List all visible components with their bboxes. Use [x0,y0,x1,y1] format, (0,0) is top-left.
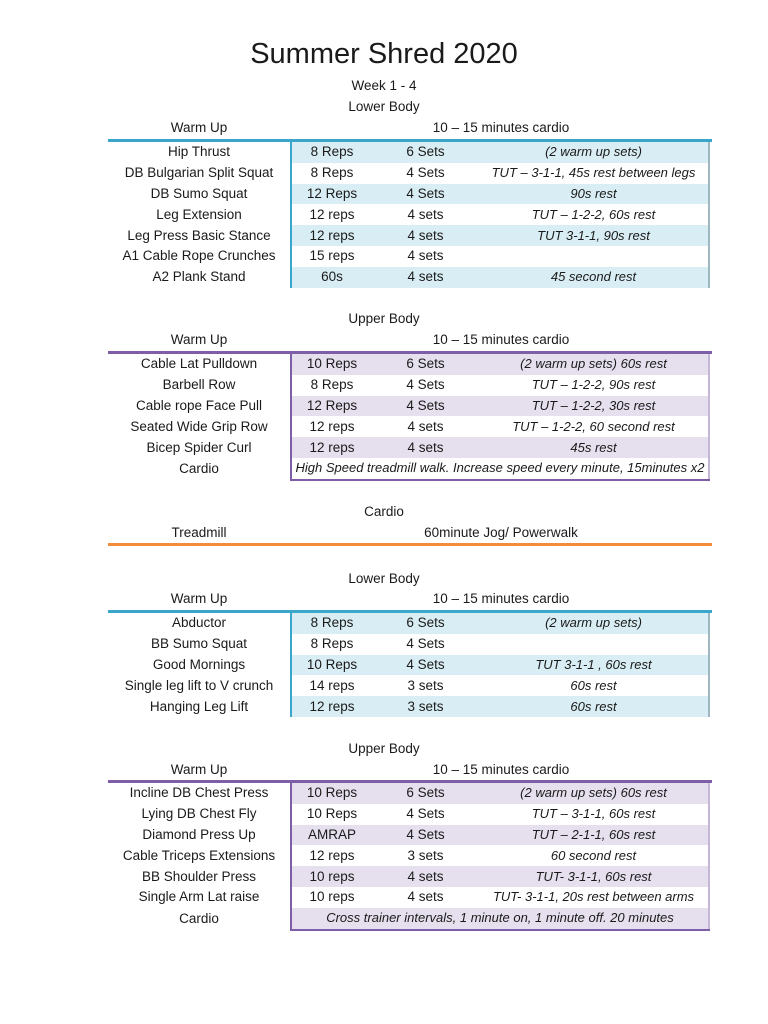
note-cell: (2 warm up sets) 60s rest [479,783,709,804]
reps-cell: 10 reps [291,866,372,887]
note-cell: (2 warm up sets) [479,613,709,634]
table-row [108,204,709,225]
warm-up-value: 10 – 15 minutes cardio [432,120,570,135]
reps-cell: 8 Reps [291,634,372,655]
exercise-name: Leg Press Basic Stance [108,225,291,246]
sets-cell: 4 sets [407,418,444,434]
section-divider-orange [108,543,712,546]
note-cell: (2 warm up sets) [479,142,709,163]
warm-up-label: Warm Up [170,762,228,777]
exercise-table-lower-body-2 [108,613,710,717]
table-row [108,783,709,804]
sets-cell: 4 Sets [406,806,445,822]
table-row [108,437,709,458]
cardio-label: Cardio [108,908,291,930]
note-cell [479,634,709,655]
section-heading-cardio: Cardio [364,504,404,519]
note-cell: TUT- 3-1-1, 60s rest [479,866,709,887]
reps-cell: 14 reps [291,675,372,696]
table-row [108,825,709,846]
treadmill-row [108,523,712,543]
table-row [108,655,709,676]
exercise-name: Abductor [108,613,291,634]
exercise-name: DB Bulgarian Split Squat [108,163,291,184]
table-row [108,458,709,480]
note-cell: 60 second rest [479,845,709,866]
warm-up-row [108,330,712,350]
reps-cell: 12 reps [291,696,372,717]
sets-cell: 4 sets [372,267,479,288]
sets-cell: 4 sets [372,437,479,458]
note-cell: 45s rest [479,437,709,458]
reps-cell: 8 Reps [291,613,372,634]
note-cell: TUT – 1-2-2, 90s rest [479,375,709,396]
warm-up-label: Warm Up [170,332,228,347]
sets-cell: 4 Sets [406,377,445,393]
exercise-name: A2 Plank Stand [108,267,291,288]
table-row [108,354,709,375]
reps-cell: 10 Reps [291,804,372,825]
exercise-table-upper-body-2 [108,783,710,931]
exercise-name: Incline DB Chest Press [108,783,291,804]
sets-cell: 3 sets [407,847,444,863]
note-cell: 60s rest [479,675,709,696]
note-cell: TUT 3-1-1, 90s rest [479,225,709,246]
sets-cell: 4 sets [372,866,479,887]
note-cell: 60s rest [479,696,709,717]
warm-up-value: 10 – 15 minutes cardio [432,332,570,347]
warm-up-value: 10 – 15 minutes cardio [432,591,570,606]
reps-cell: 15 reps [291,246,372,267]
table-row [108,866,709,887]
reps-cell: 8 Reps [291,163,372,184]
table-row [108,634,709,655]
reps-cell: 10 reps [291,887,372,908]
section-heading-lower-body-2: Lower Body [348,571,420,586]
cardio-label: Cardio [108,458,291,480]
sets-cell: 4 Sets [372,655,479,676]
exercise-name: Cable Triceps Extensions [108,845,291,866]
reps-cell: 10 Reps [291,783,372,804]
exercise-name: BB Shoulder Press [108,866,291,887]
sets-cell: 4 sets [407,248,444,264]
table-row [108,225,709,246]
reps-cell: 12 reps [291,225,372,246]
table-row [108,908,709,930]
table-row [108,845,709,866]
reps-cell: 8 Reps [291,142,372,163]
exercise-name: Leg Extension [108,204,291,225]
warm-up-row [108,589,712,609]
sets-cell: 6 Sets [372,142,479,163]
table-row [108,142,709,163]
exercise-name: Barbell Row [108,375,291,396]
note-cell: TUT – 3-1-1, 60s rest [479,804,709,825]
table-row [108,184,709,205]
sets-cell: 6 Sets [372,613,479,634]
table-row [108,267,709,288]
note-cell [479,246,709,267]
sets-cell: 4 Sets [372,396,479,417]
reps-cell: 12 Reps [291,396,372,417]
reps-cell: 8 Reps [291,375,372,396]
note-cell: TUT – 1-2-2, 60s rest [479,204,709,225]
warm-up-row [108,118,712,138]
reps-cell: 60s [291,267,372,288]
sets-cell: 4 Sets [406,165,445,181]
cardio-value: High Speed treadmill walk. Increase speed every minute, 15minutes x2 [291,458,709,480]
reps-cell: 10 Reps [291,655,372,676]
table-row [108,613,709,634]
exercise-table-lower-body-1 [108,142,710,288]
sets-cell: 4 sets [372,225,479,246]
exercise-name: Cable Lat Pulldown [108,354,291,375]
table-row [108,163,709,184]
section-heading-upper-body-1: Upper Body [348,311,420,326]
sets-cell: 3 sets [407,677,444,693]
sets-cell: 4 sets [407,889,444,905]
reps-cell: 12 reps [291,437,372,458]
table-row [108,246,709,267]
section-heading-lower-body-1: Lower Body [348,99,420,114]
treadmill-label: Treadmill [171,525,227,540]
table-row [108,696,709,717]
exercise-name: Diamond Press Up [108,825,291,846]
note-cell: 90s rest [479,184,709,205]
warm-up-row [108,760,712,780]
exercise-name: Single leg lift to V crunch [108,675,291,696]
warm-up-label: Warm Up [170,591,228,606]
note-cell: (2 warm up sets) 60s rest [479,354,709,375]
note-cell: TUT- 3-1-1, 20s rest between arms [479,887,709,908]
reps-cell: AMRAP [291,825,372,846]
sets-cell: 6 Sets [372,783,479,804]
table-row [108,416,709,437]
page-title: Summer Shred 2020 [250,38,518,70]
reps-cell: 10 Reps [291,354,372,375]
exercise-name: Lying DB Chest Fly [108,804,291,825]
sets-cell: 4 Sets [372,184,479,205]
cardio-value: Cross trainer intervals, 1 minute on, 1 minute off. 20 minutes [291,908,709,930]
table-row [108,375,709,396]
note-cell: TUT – 1-2-2, 30s rest [479,396,709,417]
exercise-name: Cable rope Face Pull [108,396,291,417]
table-row [108,887,709,908]
reps-cell: 12 Reps [291,184,372,205]
reps-cell: 12 reps [291,204,372,225]
exercise-name: Single Arm Lat raise [108,887,291,908]
note-cell: TUT – 1-2-2, 60 second rest [479,416,709,437]
sets-cell: 6 Sets [372,354,479,375]
exercise-name: Bicep Spider Curl [108,437,291,458]
exercise-name: A1 Cable Rope Crunches [108,246,291,267]
table-row [108,675,709,696]
exercise-name: BB Sumo Squat [108,634,291,655]
exercise-name: DB Sumo Squat [108,184,291,205]
reps-cell: 12 reps [291,845,372,866]
treadmill-value: 60minute Jog/ Powerwalk [424,525,578,540]
reps-cell: 12 reps [291,416,372,437]
note-cell: TUT – 3-1-1, 45s rest between legs [479,163,709,184]
exercise-name: Good Mornings [108,655,291,676]
note-cell: TUT – 2-1-1, 60s rest [479,825,709,846]
exercise-name: Hip Thrust [108,142,291,163]
sets-cell: 4 sets [407,206,444,222]
section-heading-upper-body-2: Upper Body [348,741,420,756]
week-subtitle: Week 1 - 4 [351,78,417,93]
sets-cell: 4 Sets [372,825,479,846]
note-cell: 45 second rest [479,267,709,288]
note-cell: TUT 3-1-1 , 60s rest [479,655,709,676]
table-row [108,804,709,825]
sets-cell: 3 sets [372,696,479,717]
warm-up-label: Warm Up [170,120,228,135]
warm-up-value: 10 – 15 minutes cardio [432,762,570,777]
exercise-name: Hanging Leg Lift [108,696,291,717]
sets-cell: 4 Sets [406,636,445,652]
table-row [108,396,709,417]
exercise-table-upper-body-1 [108,354,710,481]
exercise-name: Seated Wide Grip Row [108,416,291,437]
